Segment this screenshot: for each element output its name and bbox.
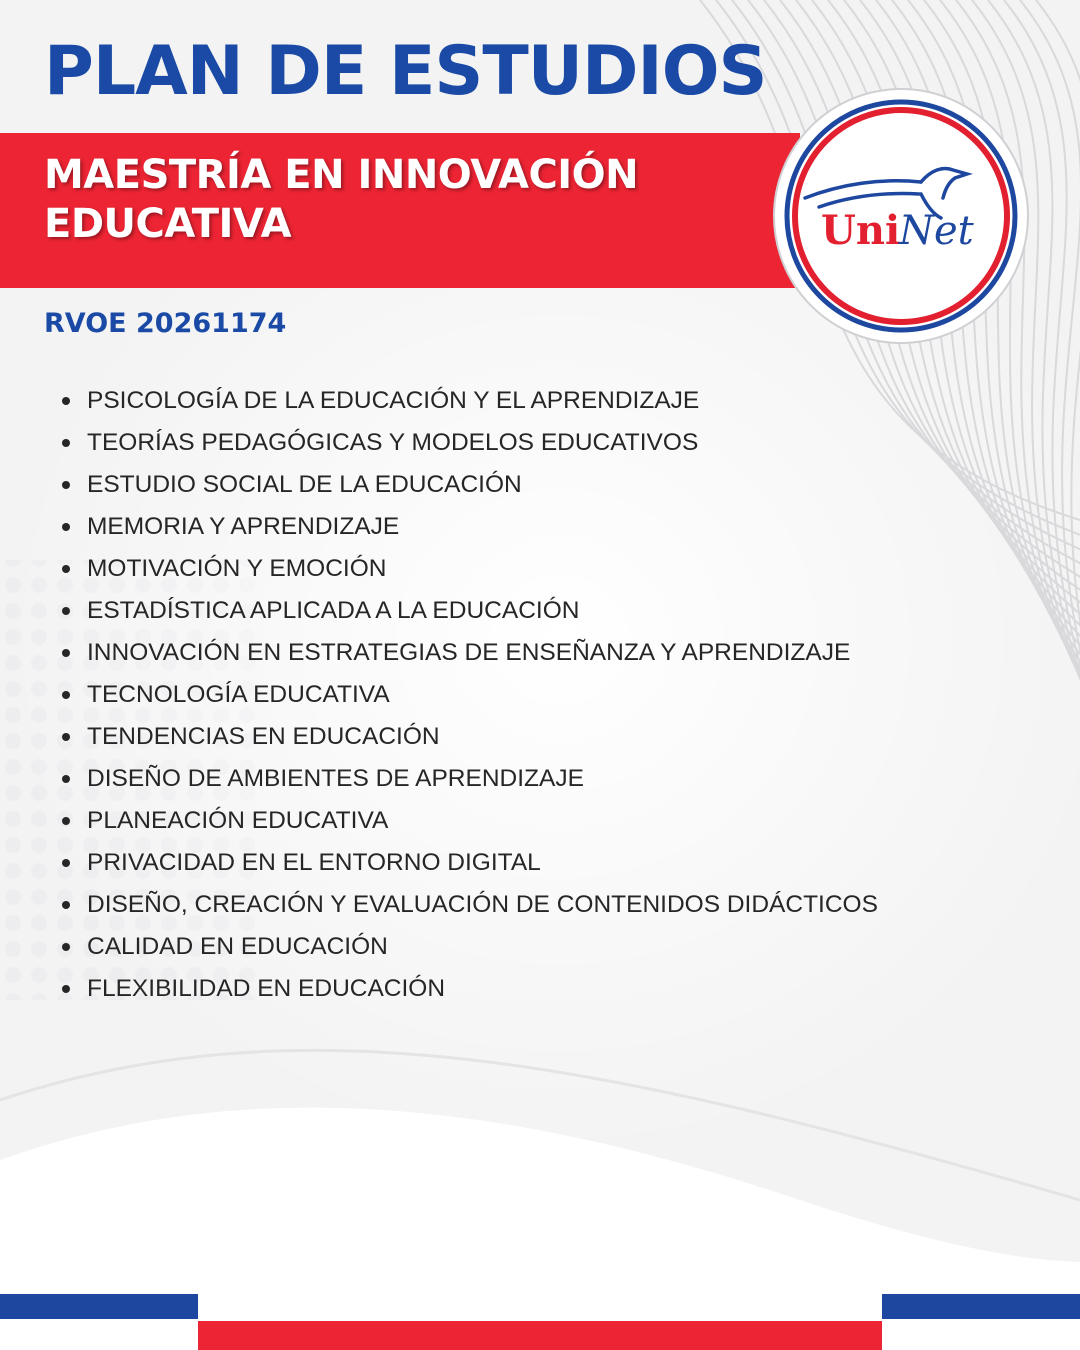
subject-item [62, 632, 878, 674]
program-name: MAESTRÍA EN INNOVACIÓN EDUCATIVA [44, 152, 639, 247]
subject-item [62, 800, 878, 842]
bullet-icon [62, 397, 70, 405]
subject-item [62, 506, 878, 548]
footer-bar-red [198, 1321, 882, 1350]
subject-item [62, 422, 878, 464]
subject-label: ESTADÍSTICA APLICADA A LA EDUCACIÓN [87, 597, 580, 624]
bullet-icon [62, 859, 70, 867]
subject-label: MOTIVACIÓN Y EMOCIÓN [87, 555, 387, 582]
subject-item [62, 380, 878, 422]
subject-item [62, 674, 878, 716]
logo-text-uni: Uni [821, 207, 901, 254]
bullet-icon [62, 649, 70, 657]
bullet-icon [62, 691, 70, 699]
logo-text-net: Net [899, 208, 974, 254]
subject-label: TEORÍAS PEDAGÓGICAS Y MODELOS EDUCATIVOS [87, 429, 699, 456]
subject-label: INNOVACIÓN EN ESTRATEGIAS DE ENSEÑANZA Y APRENDIZAJE [87, 639, 851, 666]
bullet-icon [62, 733, 70, 741]
subject-item [62, 842, 878, 884]
uninet-logo [771, 86, 1031, 346]
bullet-icon [62, 439, 70, 447]
footer-bar-blue-left [0, 1294, 198, 1319]
subject-item [62, 926, 878, 968]
footer-bar-blue-right [882, 1294, 1080, 1319]
bullet-icon [62, 817, 70, 825]
bullet-icon [62, 607, 70, 615]
bullet-icon [62, 523, 70, 531]
bullet-icon [62, 901, 70, 909]
subject-label: CALIDAD EN EDUCACIÓN [87, 933, 388, 960]
bullet-icon [62, 481, 70, 489]
subject-item [62, 590, 878, 632]
subject-label: PSICOLOGÍA DE LA EDUCACIÓN Y EL APRENDIZAJE [87, 387, 700, 414]
subject-label: DISEÑO, CREACIÓN Y EVALUACIÓN DE CONTENIDOS DIDÁCTICOS [87, 891, 878, 918]
subject-label: ESTUDIO SOCIAL DE LA EDUCACIÓN [87, 471, 522, 498]
bullet-icon [62, 985, 70, 993]
subject-item [62, 464, 878, 506]
subject-label: PLANEACIÓN EDUCATIVA [87, 807, 389, 834]
subject-label: TECNOLOGÍA EDUCATIVA [87, 681, 390, 708]
bullet-icon [62, 943, 70, 951]
subject-item [62, 968, 878, 1010]
subject-label: FLEXIBILIDAD EN EDUCACIÓN [87, 975, 446, 1002]
subject-item [62, 716, 878, 758]
subject-item [62, 758, 878, 800]
page-title: PLAN DE ESTUDIOS [44, 32, 767, 111]
bullet-icon [62, 775, 70, 783]
subject-list [62, 380, 878, 1010]
subject-label: PRIVACIDAD EN EL ENTORNO DIGITAL [87, 849, 541, 876]
subject-label: MEMORIA Y APRENDIZAJE [87, 513, 400, 540]
subject-label: DISEÑO DE AMBIENTES DE APRENDIZAJE [87, 765, 584, 792]
subject-label: TENDENCIAS EN EDUCACIÓN [87, 723, 440, 750]
bullet-icon [62, 565, 70, 573]
rvoe-number: RVOE 20261174 [44, 308, 287, 339]
subject-item [62, 548, 878, 590]
subject-item [62, 884, 878, 926]
